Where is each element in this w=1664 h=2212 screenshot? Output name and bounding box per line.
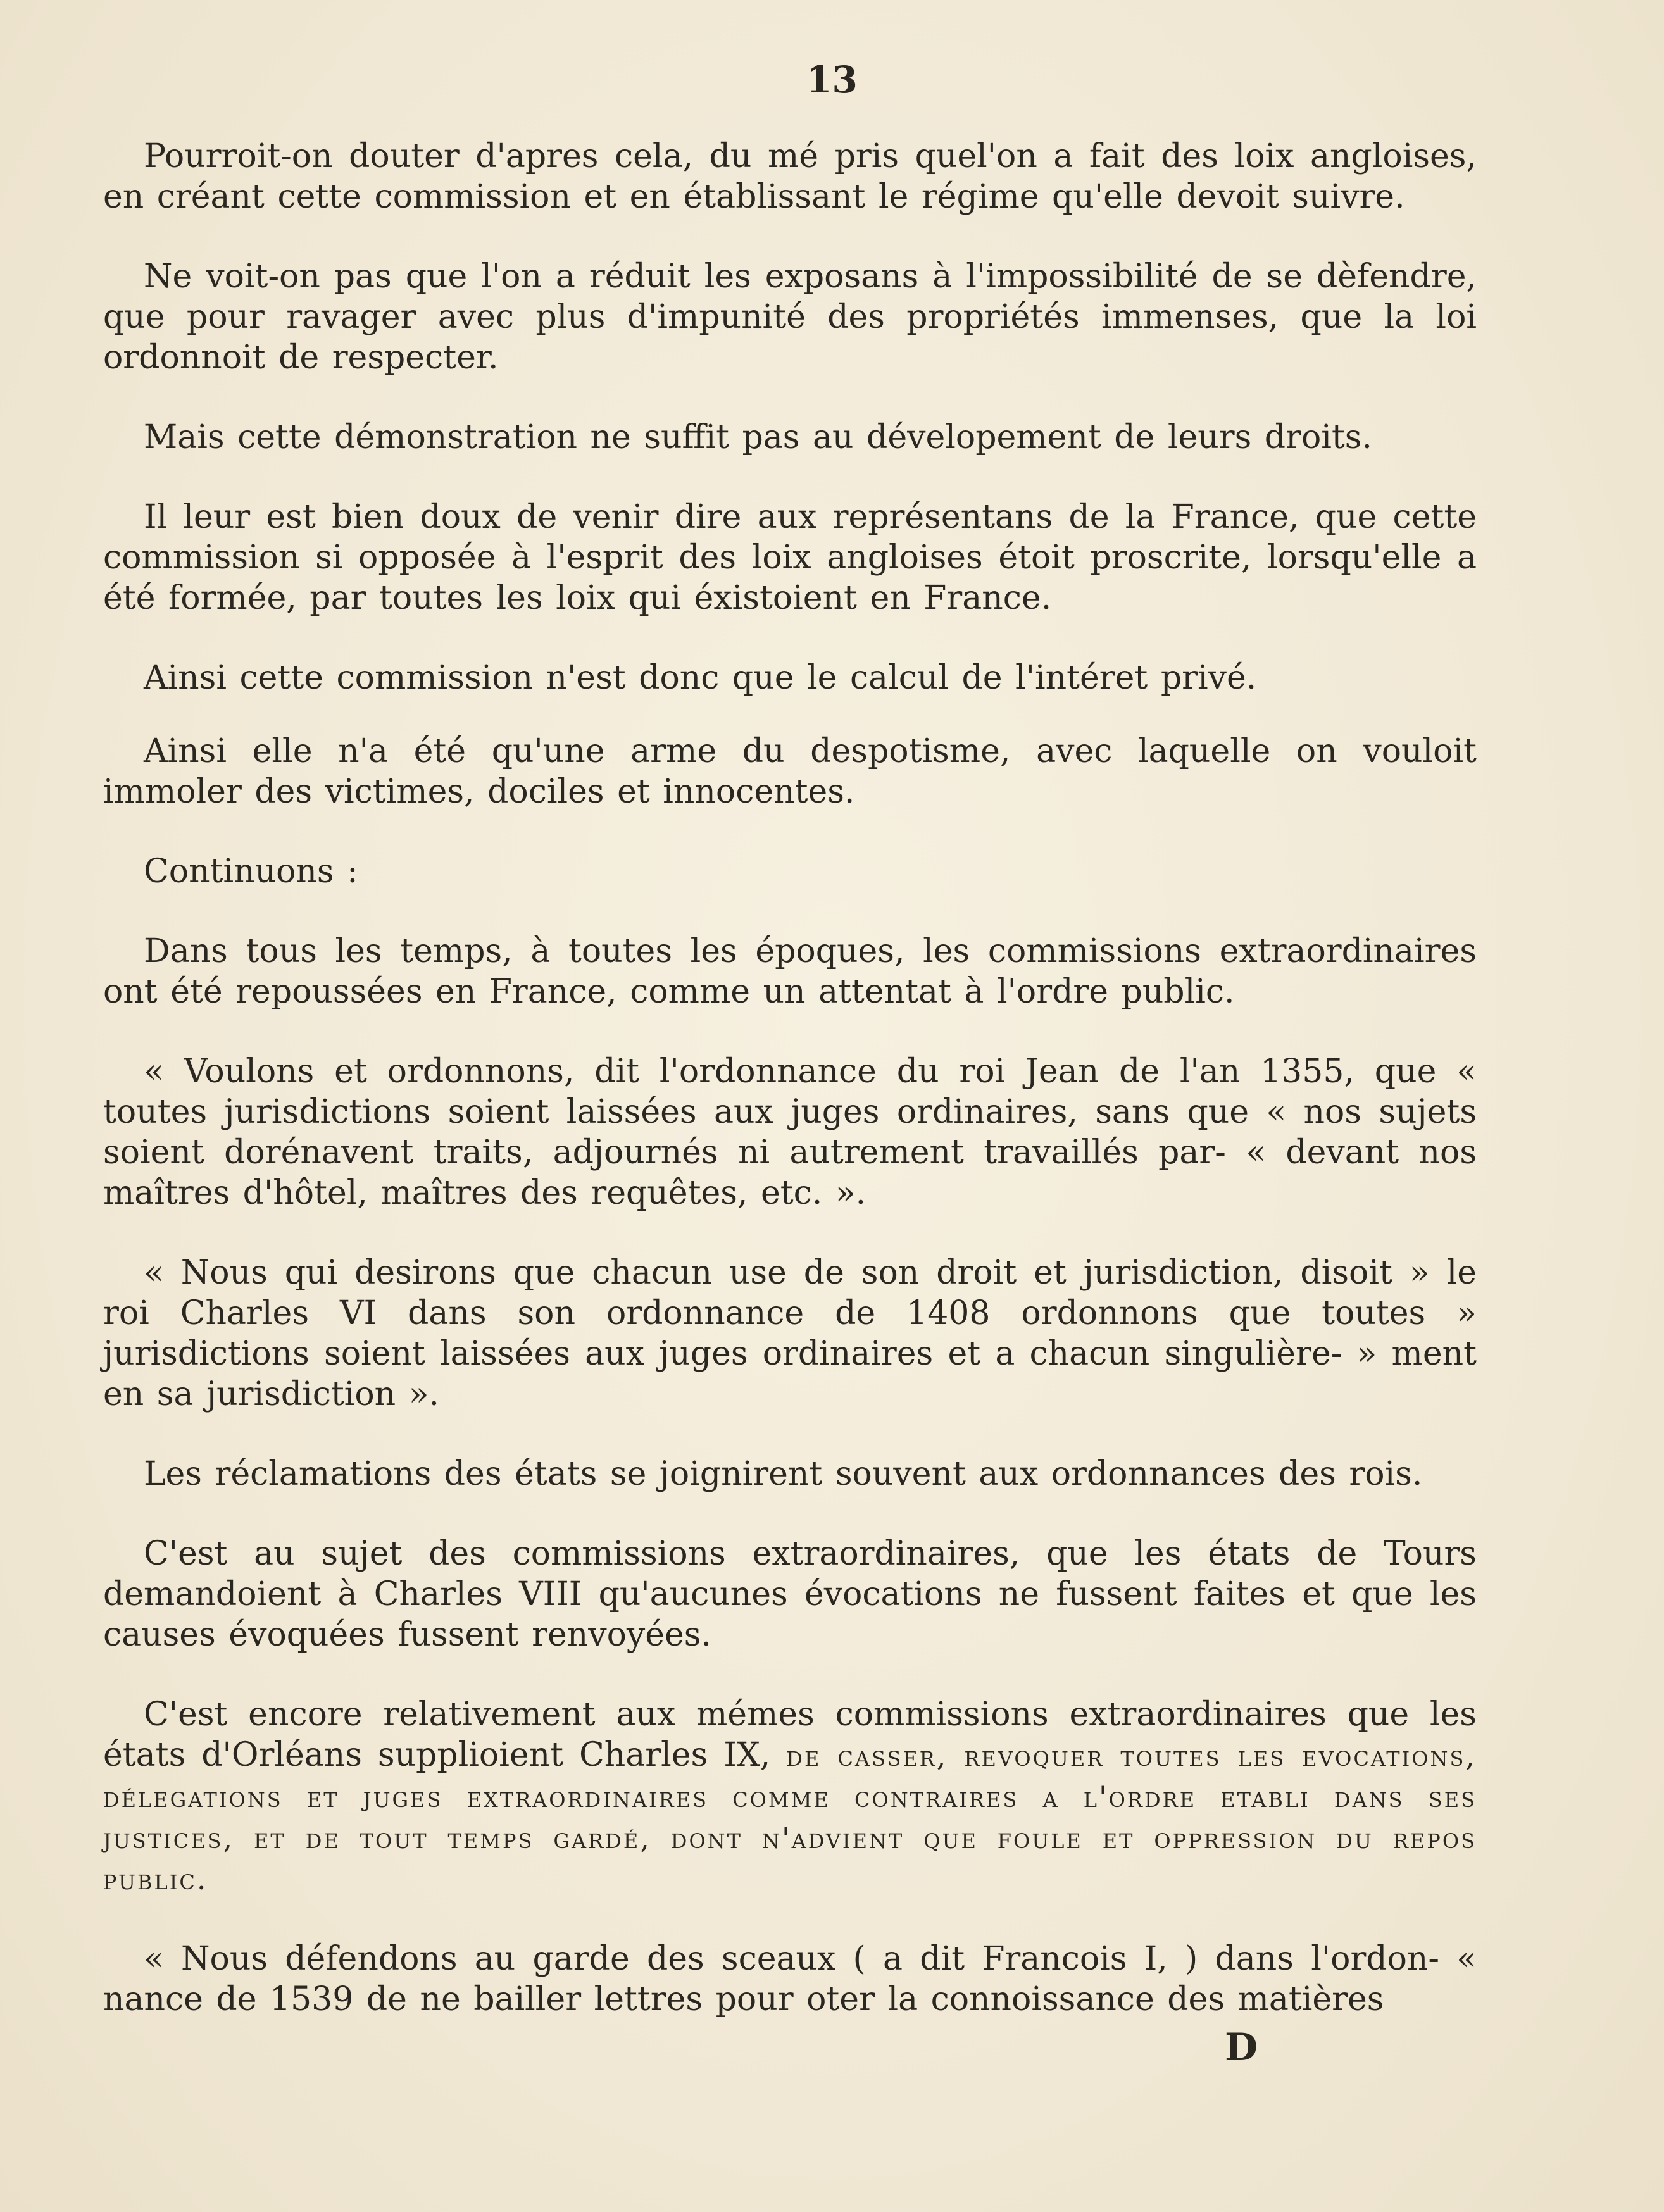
body-text [103,136,1477,2059]
quote-king-jean: « Voulons et ordonnons, dit l'ordonnance du roi Jean de l'an 1355, que « toutes jurisdictions soient laissées aux juges ordinaires, sans que « nos sujets soient dorénavent traits, adjournés ni autrement travaillés par- « devant nos maîtres d'hôtel, maîtres des requêtes, etc. ». [103,1053,1477,1212]
quote-francois-i: « Nous défendons au garde des sceaux ( a dit Francois I, ) dans l'ordon- « nance de 1539 de ne bailler lettres pour oter la connoissance des matières [103,1940,1477,2018]
signature-mark: D [1225,2025,1258,2070]
small-caps-passage: de casser, revoquer toutes les evocations, délegations et juges extraordinaires comme contraires a l'ordre etabli dans ses justices, et de tout temps gardé, dont n'advient que foule et oppression du repos public. [103,1739,1477,1896]
paragraph-5: Ainsi cette commission n'est donc que le calcul de l'intéret privé. [144,659,1257,697]
paragraph-1: Pourroit-on douter d'apres cela, du mé pris quel'on a fait des loix angloises, en créant cette commission et en établissant le régime qu'elle devoit suivre. [103,137,1477,216]
paragraph-8: Dans tous les temps, à toutes les époques, les commissions extraordinaires ont été repoussées en France, comme un attentat à l'ordre public. [103,932,1477,1011]
paragraph-3: Mais cette démonstration ne suffit pas au dévelopement de leurs droits. [144,418,1372,456]
paragraph-7: Continuons : [144,853,358,890]
paragraph-13-lead: C'est encore relativement aux mémes commissions extraordinaires que les états d'Orléans supplioient Charles IX, [103,1696,1477,1774]
paragraph-12: C'est au sujet des commissions extraordinaires, que les états de Tours demandoient à Charles VIII qu'aucunes évocations ne fussent faites et que les causes évoquées fussent renvoyées. [103,1535,1477,1654]
paragraph-6: Ainsi elle n'a été qu'une arme du despotisme, avec laquelle on vouloit immoler des victimes, dociles et innocentes. [103,732,1477,811]
page-number: 13 [806,58,858,101]
paragraph-2: Ne voit-on pas que l'on a réduit les exposans à l'impossibilité de se dèfendre, que pour ravager avec plus d'impunité des propriétés immenses, que la loi ordonnoit de respecter. [103,258,1477,377]
quote-charles-vi: « Nous qui desirons que chacun use de son droit et jurisdiction, disoit » le roi Charles VI dans son ordonnance de 1408 ordonnons que toutes » jurisdictions soient laissées aux juges ordinaires et a chacun singulière- » ment en sa jurisdiction ». [103,1254,1477,1413]
paragraph-11: Les réclamations des états se joignirent souvent aux ordonnances des rois. [144,1455,1423,1493]
paragraph-4: Il leur est bien doux de venir dire aux représentans de la France, que cette commission si opposée à l'esprit des loix angloises étoit proscrite, lorsqu'elle a été formée, par toutes les loix qui éxistoient en France. [103,498,1477,617]
paragraph-13 [103,1694,1477,1899]
